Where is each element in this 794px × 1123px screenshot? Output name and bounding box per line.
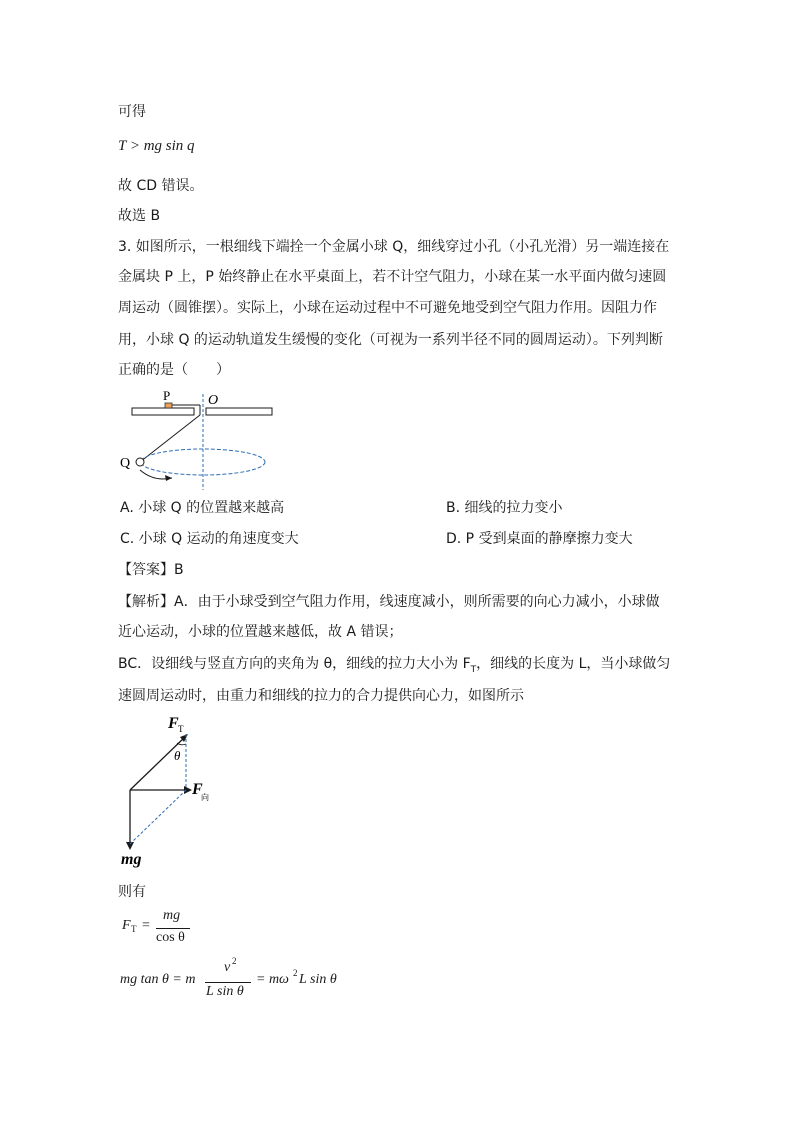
- label-mg: mg: [121, 851, 142, 868]
- table-right: [206, 408, 272, 415]
- eq2-sup: 2: [232, 956, 237, 966]
- label-theta: θ: [174, 748, 181, 763]
- label-p: P: [163, 388, 171, 403]
- eq1-num: mg: [163, 908, 181, 923]
- text-line: 则有: [118, 884, 146, 900]
- text-line: 故选 B: [118, 208, 161, 224]
- label-ft: F: [168, 715, 179, 732]
- table-left: [132, 408, 194, 415]
- option-b: B. 细线的拉力变小: [446, 500, 563, 516]
- eq2-lhs: mg tan θ = m: [120, 972, 196, 987]
- eq2-rhs-sup: 2: [293, 968, 298, 978]
- question-text: 金属块 P 上，P 始终静止在水平桌面上，若不计空气阻力，小球在某一水平面内做匀速圆: [118, 269, 667, 285]
- ball-q: [136, 458, 144, 466]
- tension-arrow: [130, 736, 186, 790]
- string-pendulum: [140, 415, 200, 462]
- analysis-text: 速圆周运动时，由重力和细线的拉力的合力提供向心力，如图所示: [118, 688, 524, 704]
- label-fn: F: [192, 781, 203, 798]
- text-line: 可得: [118, 104, 146, 120]
- option-a: A. 小球 Q 的位置越来越高: [120, 500, 285, 516]
- answer-line: 【答案】B: [118, 562, 184, 578]
- inequality: T > mg sin q: [118, 138, 195, 154]
- eq2-rhs: = mω: [256, 972, 289, 987]
- question-text: 正确的是（ ）: [118, 362, 230, 378]
- text-line: 故 CD 错误。: [118, 178, 204, 194]
- eq2-num: v: [224, 960, 231, 975]
- eq1-eq: =: [142, 918, 150, 933]
- eq1-den: cos θ: [156, 930, 185, 945]
- eq2-rhs-tail: L sin θ: [299, 972, 337, 987]
- question-text: 用，小球 Q 的运动轨道发生缓慢的变化（可视为一系列半径不同的圆周运动）。下列判断: [118, 332, 663, 348]
- eq1-lhs: F: [122, 918, 131, 933]
- option-d: D. P 受到桌面的静摩擦力变大: [446, 531, 633, 547]
- fraction-bar: [205, 982, 251, 983]
- subscript: T: [470, 664, 477, 675]
- conical-pendulum-figure: [120, 386, 280, 494]
- label-o: O: [208, 393, 219, 408]
- question-text: 周运动（圆锥摆）。实际上，小球在运动过程中不可避免地受到空气阻力作用。因阻力作: [118, 300, 657, 316]
- block-p: [165, 403, 172, 408]
- analysis-text: 【解析】A．由于小球受到空气阻力作用，线速度减小，则所需要的向心力减小，小球做: [118, 594, 660, 610]
- analysis-text: [118, 654, 670, 680]
- analysis-part: ，细线的长度为 L，当小球做匀: [476, 656, 671, 672]
- analysis-part: BC．设细线与竖直方向的夹角为 θ，细线的拉力大小为 F: [118, 656, 471, 672]
- force-diagram: [118, 712, 228, 868]
- fraction-bar: [156, 928, 190, 929]
- dashed-diagonal: [130, 790, 186, 844]
- label-q: Q: [120, 456, 131, 471]
- label-ft-sub: T: [178, 724, 184, 734]
- label-fn-sub: 向: [201, 793, 209, 802]
- eq1-sub: T: [131, 924, 137, 934]
- question-text: 3. 如图所示，一根细线下端拴一个金属小球 Q，细线穿过小孔（小孔光滑）另一端连接在: [118, 239, 670, 255]
- analysis-text: 近心运动，小球的位置越来越低，故 A 错误；: [118, 624, 403, 640]
- option-c: C. 小球 Q 运动的角速度变大: [120, 531, 299, 547]
- eq2-den: L sin θ: [206, 984, 244, 999]
